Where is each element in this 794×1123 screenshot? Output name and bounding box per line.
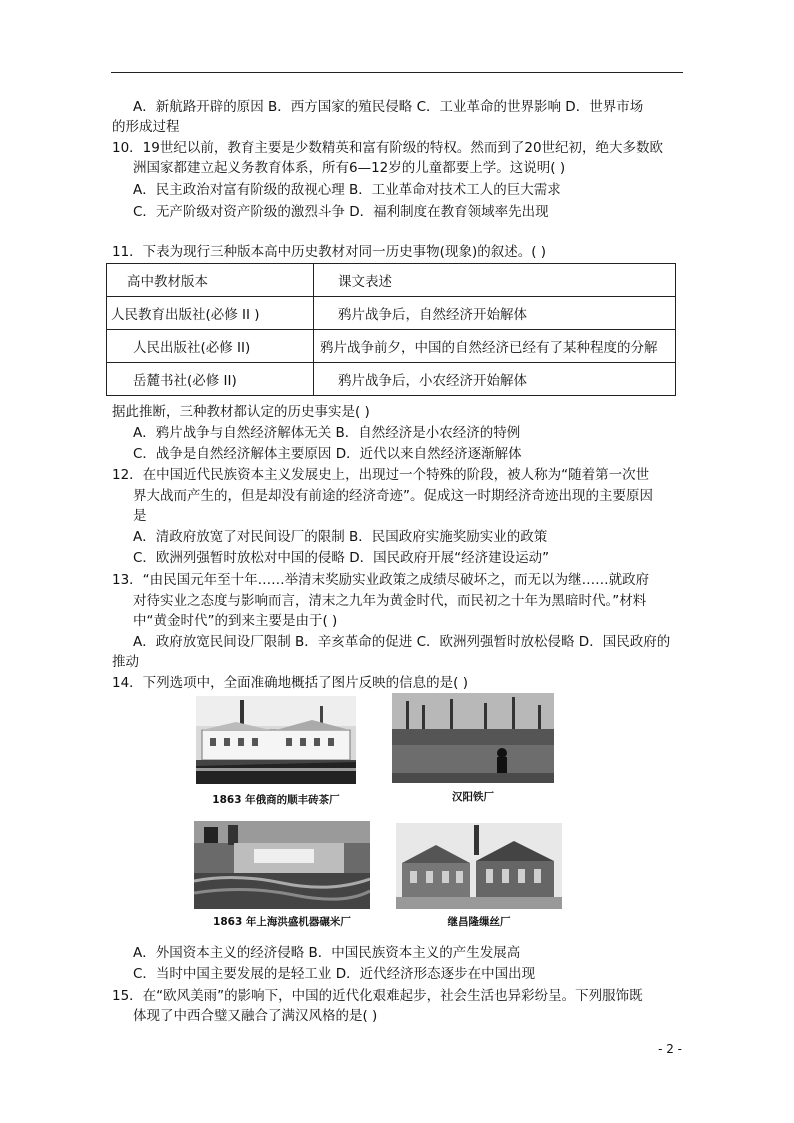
factory-photos	[190, 693, 570, 933]
table-cell: 人民出版社(必修 II)	[107, 330, 314, 363]
hanyang-iron-photo	[392, 693, 554, 783]
q11-stem: 11．下表为现行三种版本高中历史教材对同一历史事物(现象)的叙述。( )	[112, 244, 547, 260]
table-cell: 鸦片战争前夕，中国的自然经济已经有了某种程度的分解	[314, 330, 676, 363]
table-cell: 人民教育出版社(必修 II )	[107, 297, 314, 330]
q12-options-cd: C．欧洲列强暂时放松对中国的侵略 D．国民政府开展“经济建设运动”	[133, 550, 550, 566]
photo-caption: 1863 年俄商的顺丰砖茶厂	[212, 794, 340, 806]
table-row	[107, 297, 676, 330]
q11-options-cd: C．战争是自然经济解体主要原因 D．近代以来自然经济逐渐解体	[133, 446, 522, 462]
rice-mill-photo	[194, 821, 370, 909]
header-rule	[111, 72, 683, 73]
page-number: - 2 -	[658, 1042, 682, 1056]
q13-stem-1: 13．“由民国元年至十年……举清末奖励实业政策之成绩尽破坏之，而无以为继……就政府	[112, 572, 650, 588]
q12-stem-1: 12．在中国近代民族资本主义发展史上，出现过一个特殊的阶段，被人称为“随着第一次世	[112, 467, 650, 483]
q9-options-wrap: 的形成过程	[112, 119, 180, 135]
table-header-cell: 高中教材版本	[107, 264, 314, 297]
table-row	[107, 264, 676, 297]
q10-options-ab: A．民主政治对富有阶级的敌视心理 B．工业革命对技术工人的巨大需求	[133, 182, 561, 198]
q13-options: A．政府放宽民间设厂限制 B．辛亥革命的促进 C．欧洲列强暂时放松侵略 D．国民政府的	[133, 634, 671, 650]
q11-options-ab: A．鸦片战争与自然经济解体无关 B．自然经济是小农经济的特例	[133, 425, 521, 441]
q12-stem-3: 是	[133, 508, 147, 524]
q10-stem-2: 洲国家都建立起义务教育体系，所有6—12岁的儿童都要上学。这说明( )	[133, 160, 566, 176]
q10-stem-1: 10．19世纪以前，教育主要是少数精英和富有阶级的特权。然而到了20世纪初，绝大多数欧	[112, 140, 664, 156]
q15-stem-2: 体现了中西合璧又融合了满汉风格的是( )	[133, 1008, 378, 1024]
table-header-cell: 课文表述	[314, 264, 676, 297]
photo-caption: 继昌隆缫丝厂	[447, 916, 511, 928]
q13-stem-3: 中“黄金时代”的到来主要是由于( )	[133, 613, 338, 629]
table-cell: 岳麓书社(必修 II)	[107, 363, 314, 396]
textbook-table	[106, 263, 676, 396]
q12-stem-2: 界大战而产生的，但是却没有前途的经济奇迹”。促成这一时期经济奇迹出现的主要原因	[133, 488, 653, 504]
table-row	[107, 363, 676, 396]
table-cell: 鸦片战争后，小农经济开始解体	[314, 363, 676, 396]
q12-options-ab: A．清政府放宽了对民间设厂的限制 B．民国政府实施奖励实业的政策	[133, 529, 548, 545]
tea-factory-photo	[196, 696, 356, 784]
q13-options-wrap: 推动	[112, 654, 139, 670]
silk-factory-photo	[396, 823, 562, 909]
table-row	[107, 330, 676, 363]
q9-options-line: A．新航路开辟的原因 B．西方国家的殖民侵略 C．工业革命的世界影响 D．世界市场	[133, 99, 644, 115]
photo-caption: 汉阳铁厂	[452, 791, 494, 803]
q15-stem-1: 15．在“欧风美雨”的影响下，中国的近代化艰难起步，社会生活也异彩纷呈。下列服饰既	[112, 988, 643, 1004]
q14-options-ab: A．外国资本主义的经济侵略 B．中国民族资本主义的产生发展高	[133, 945, 521, 961]
q11-question: 据此推断，三种教材都认定的历史事实是( )	[112, 404, 370, 420]
q14-options-cd: C．当时中国主要发展的是轻工业 D．近代经济形态逐步在中国出现	[133, 966, 536, 982]
q14-stem: 14．下列选项中，全面准确地概括了图片反映的信息的是( )	[112, 675, 469, 691]
table-cell: 鸦片战争后，自然经济开始解体	[314, 297, 676, 330]
photo-caption: 1863 年上海洪盛机器碾米厂	[213, 916, 351, 928]
q10-options-cd: C．无产阶级对资产阶级的激烈斗争 D．福利制度在教育领域率先出现	[133, 204, 549, 220]
q13-stem-2: 对待实业之态度与影响而言，清末之九年为黄金时代，而民初之十年为黑暗时代。”材料	[133, 593, 647, 609]
